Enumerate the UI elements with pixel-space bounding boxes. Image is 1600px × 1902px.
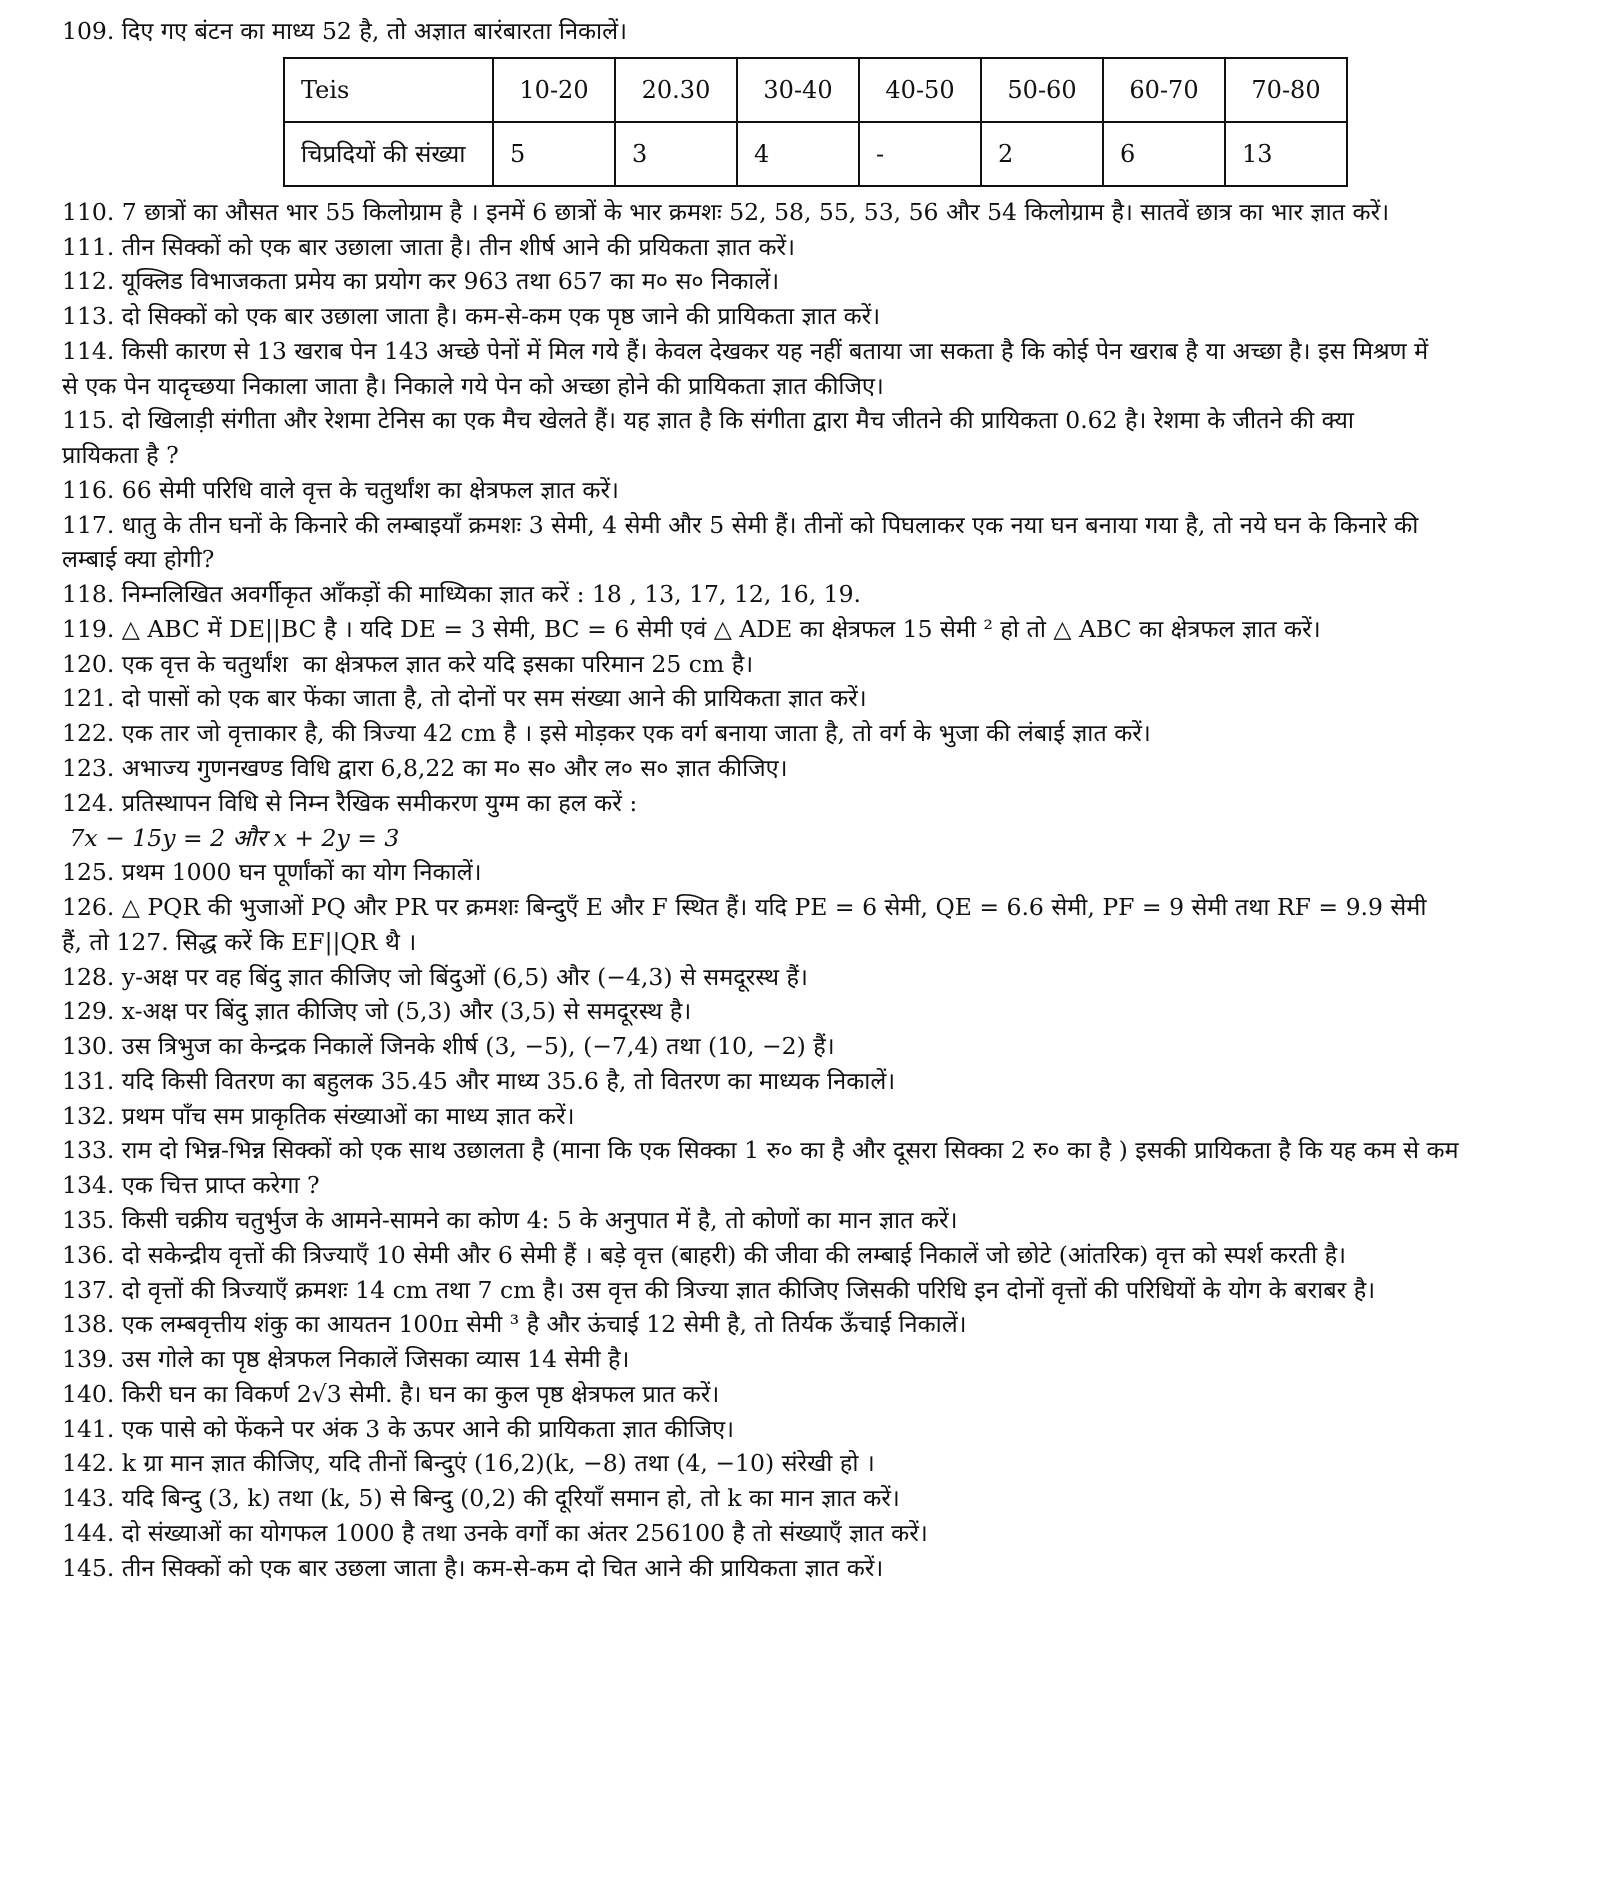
question-line: 121. दो पासों को एक बार फेंका जाता है, तो दोनों पर सम संख्या आने की प्रायिकता ज्ञात करें। xyxy=(62,684,867,713)
question-line: 141. एक पासे को फेंकने पर अंक 3 के ऊपर आने की प्रायिकता ज्ञात कीजिए। xyxy=(62,1414,734,1443)
question-line: 143. यदि बिन्दु (3, k) तथा (k, 5) से बिन्दु (0,2) की दूरियाँ समान हो, तो k का मान ज्ञात करें। xyxy=(62,1484,900,1513)
question-line: 140. किरी घन का विकर्ण 2√3 सेमी. है। घन का कुल पृष्ठ क्षेत्रफल प्रात करें। xyxy=(62,1379,720,1408)
table-cell: 2 xyxy=(981,122,1103,186)
question-line: 112. यूक्लिड विभाजकता प्रमेय का प्रयोग कर 963 तथा 657 का म० स० निकालें। xyxy=(62,267,780,296)
question-line: 139. उस गोले का पृष्ठ क्षेत्रफल निकालें जिसका व्यास 14 सेमी है। xyxy=(62,1345,630,1374)
question-line: से एक पेन यादृच्छया निकाला जाता है। निकाले गये पेन को अच्छा होने की प्रायिकता ज्ञात कीजिए। xyxy=(62,371,884,400)
question-109: 109. दिए गए बंटन का माध्य 52 है, तो अज्ञात बारंबारता निकालें। xyxy=(62,17,627,45)
table-row-class-interval xyxy=(284,58,1347,122)
question-line: 114. किसी कारण से 13 खराब पेन 143 अच्छे पेनों में मिल गये हैं। केवल देखकर यह नहीं बताया जा सकता है कि कोई पेन खराब है या अच्छा है। इस मिश्रण में xyxy=(62,336,1429,365)
question-line: 118. निम्नलिखित अवर्गीकृत आँकड़ों की माध्यिका ज्ञात करें : 18 , 13, 17, 12, 16, 19. xyxy=(62,580,862,609)
table-cell: 13 xyxy=(1225,122,1347,186)
question-line: 130. उस त्रिभुज का केन्द्रक निकालें जिनके शीर्ष (3, −5), (−7,4) तथा (10, −2) हैं। xyxy=(62,1032,835,1061)
question-line: 134. एक चित्त प्राप्त करेगा ? xyxy=(62,1171,320,1200)
question-line: लम्बाई क्या होगी? xyxy=(62,545,215,574)
question-line: 142. k ग्रा मान ज्ञात कीजिए, यदि तीनों बिन्दुएं (16,2)(k, −8) तथा (4, −10) संरेखी हो । xyxy=(62,1449,875,1478)
question-line: प्रायिकता है ? xyxy=(62,441,179,470)
table-cell: 60-70 xyxy=(1103,58,1225,122)
question-line: 110. 7 छात्रों का औसत भार 55 किलोग्राम है । इनमें 6 छात्रों के भार क्रमशः 52, 58, 55, 53, 56 और 54 किलोग्राम है। सातवें छात्र का भार ज्ञात करें। xyxy=(62,197,1390,226)
question-list xyxy=(62,195,1560,1586)
question-line: 125. प्रथम 1000 घन पूर्णांकों का योग निकालें। xyxy=(62,858,482,887)
question-line: 137. दो वृत्तों की त्रिज्याएँ क्रमशः 14 cm तथा 7 cm है। उस वृत्त की त्रिज्या ज्ञात कीजिए जिसकी परिधि इन दोनों वृत्तों की परिधियों के योग के बराबर है। xyxy=(62,1275,1376,1304)
equation-line: 7x − 15y = 2 और x + 2y = 3 xyxy=(62,823,400,852)
table-cell: 4 xyxy=(737,122,859,186)
question-line: 115. दो खिलाड़ी संगीता और रेशमा टेनिस का एक मैच खेलते हैं। यह ज्ञात है कि संगीता द्वारा मैच जीतने की प्रायिकता 0.62 है। रेशमा के जीतने की क्या xyxy=(62,406,1354,435)
question-line: 136. दो सकेन्द्रीय वृत्तों की त्रिज्याएँ 10 सेमी और 6 सेमी हैं । बड़े वृत्त (बाहरी) की जीवा की लम्बाई निकालें जो छोटे (आंतरिक) वृत्त को स्पर्श करती है। xyxy=(62,1240,1347,1269)
table-cell: 30-40 xyxy=(737,58,859,122)
table-header-frequency: चिप्रदियों की संख्या xyxy=(284,122,493,186)
question-line: 128. y-अक्ष पर वह बिंदु ज्ञात कीजिए जो बिंदुओं (6,5) और (−4,3) से समदूरस्थ हैं। xyxy=(62,962,808,991)
question-line: 145. तीन सिक्कों को एक बार उछला जाता है। कम-से-कम दो चित आने की प्रायिकता ज्ञात करें। xyxy=(62,1553,884,1582)
table-cell: 20.30 xyxy=(615,58,737,122)
table-cell: 5 xyxy=(493,122,615,186)
question-line: 126. △ PQR की भुजाओं PQ और PR पर क्रमशः बिन्दुएँ E और F स्थित हैं। यदि PE = 6 सेमी, QE = 6.6 सेमी, PF = 9 सेमी तथा RF = 9.9 सेमी xyxy=(62,893,1427,922)
frequency-table xyxy=(283,57,1348,187)
table-cell: 6 xyxy=(1103,122,1225,186)
question-line: 135. किसी चक्रीय चतुर्भुज के आमने-सामने का कोण 4: 5 के अनुपात में है, तो कोणों का मान ज्ञात करें। xyxy=(62,1205,958,1234)
question-line: 122. एक तार जो वृत्ताकार है, की त्रिज्या 42 cm है । इसे मोड़कर एक वर्ग बनाया जाता है, तो वर्ग के भुजा की लंबाई ज्ञात करें। xyxy=(62,719,1151,748)
question-line: हैं, तो 127. सिद्ध करें कि EF||QR थै । xyxy=(62,927,417,956)
question-line: 116. 66 सेमी परिधि वाले वृत्त के चतुर्थांश का क्षेत्रफल ज्ञात करें। xyxy=(62,475,619,504)
question-line: 123. अभाज्य गुणनखण्ड विधि द्वारा 6,8,22 का म० स० और ल० स० ज्ञात कीजिए। xyxy=(62,754,788,783)
question-line: 119. △ ABC में DE||BC है । यदि DE = 3 सेमी, BC = 6 सेमी एवं △ ADE का क्षेत्रफल 15 सेमी ² हो तो △ ABC का क्षेत्रफल ज्ञात करें। xyxy=(62,614,1321,643)
question-line: 117. धातु के तीन घनों के किनारे की लम्बाइयाँ क्रमशः 3 सेमी, 4 सेमी और 5 सेमी हैं। तीनों को पिघलाकर एक नया घन बनाया गया है, तो नये घन के किनारे की xyxy=(62,510,1419,539)
question-line: 144. दो संख्याओं का योगफल 1000 है तथा उनके वर्गों का अंतर 256100 है तो संख्याएँ ज्ञात करें। xyxy=(62,1518,928,1547)
table-cell: 70-80 xyxy=(1225,58,1347,122)
table-row-frequency xyxy=(284,122,1347,186)
table-cell: - xyxy=(859,122,981,186)
table-cell: 10-20 xyxy=(493,58,615,122)
table-cell: 50-60 xyxy=(981,58,1103,122)
question-line: 132. प्रथम पाँच सम प्राकृतिक संख्याओं का माध्य ज्ञात करें। xyxy=(62,1101,575,1130)
question-line: 129. x-अक्ष पर बिंदु ज्ञात कीजिए जो (5,3) और (3,5) से समदूरस्थ है। xyxy=(62,997,692,1026)
question-line: 131. यदि किसी वितरण का बहुलक 35.45 और माध्य 35.6 है, तो वितरण का माध्यक निकालें। xyxy=(62,1066,896,1095)
question-line: 111. तीन सिक्कों को एक बार उछाला जाता है। तीन शीर्ष आने की प्रयिकता ज्ञात करें। xyxy=(62,232,796,261)
question-line: 113. दो सिक्कों को एक बार उछाला जाता है। कम-से-कम एक पृष्ठ जाने की प्रायिकता ज्ञात करें। xyxy=(62,302,881,331)
question-line: 120. एक वृत्त के चतुर्थांश का क्षेत्रफल ज्ञात करे यदि इसका परिमान 25 cm है। xyxy=(62,649,754,678)
table-header-class-interval: Teis xyxy=(284,58,493,122)
question-line: 124. प्रतिस्थापन विधि से निम्न रैखिक समीकरण युग्म का हल करें : xyxy=(62,788,638,817)
table-cell: 40-50 xyxy=(859,58,981,122)
question-line: 133. राम दो भिन्न-भिन्न सिक्कों को एक साथ उछालता है (माना कि एक सिक्का 1 रु० का है और दूसरा सिक्का 2 रु० का है ) इसकी प्रायिकता है कि यह कम से कम xyxy=(62,1136,1459,1165)
table-cell: 3 xyxy=(615,122,737,186)
question-line: 138. एक लम्बवृत्तीय शंकु का आयतन 100π सेमी ³ है और ऊंचाई 12 सेमी है, तो तिर्यक ऊँचाई निकालें। xyxy=(62,1310,967,1339)
